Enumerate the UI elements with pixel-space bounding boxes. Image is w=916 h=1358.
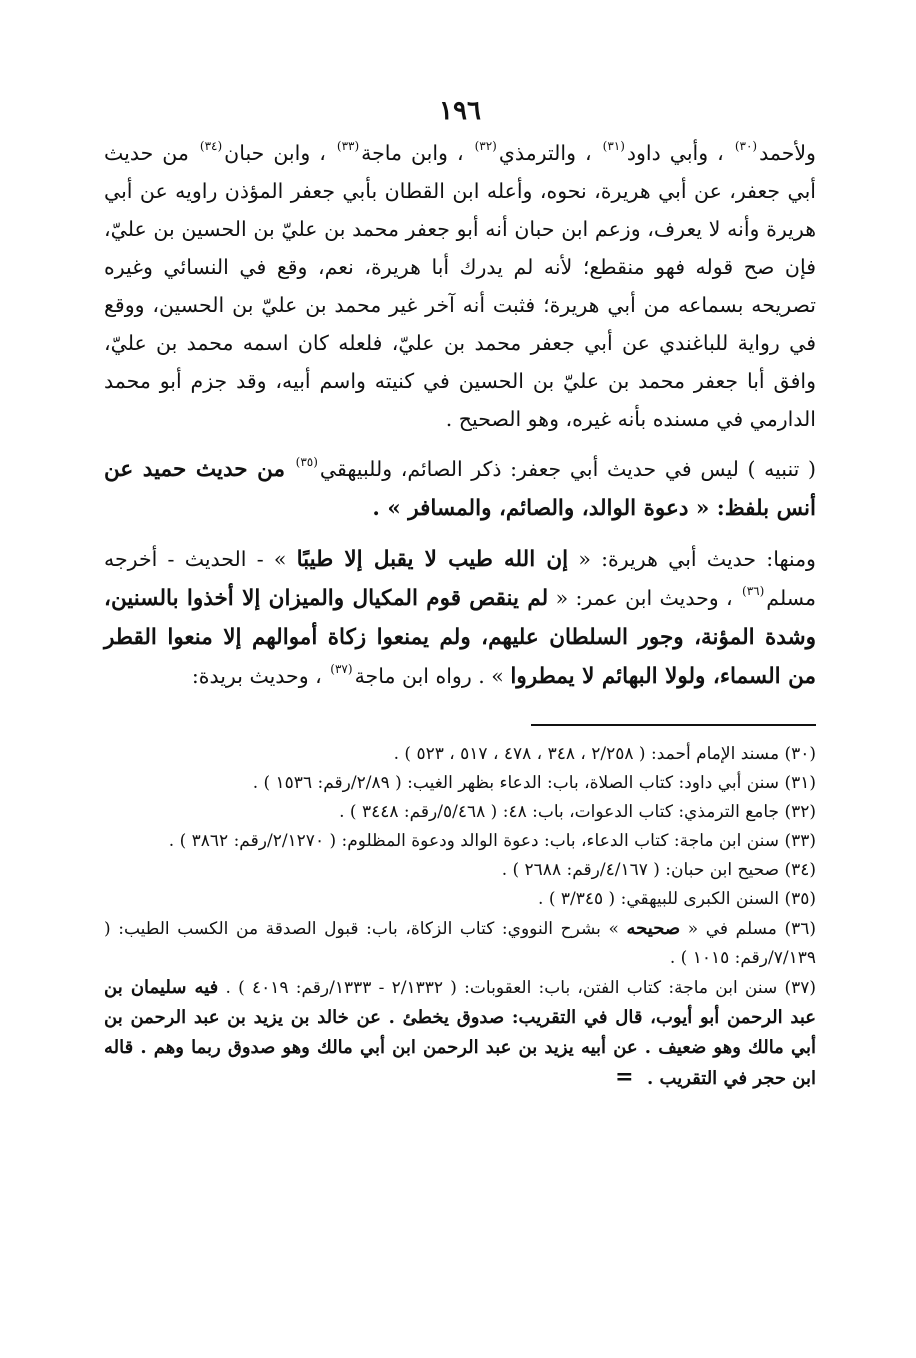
p2-text-b: من حديث حميد عن أنس بلفظ: « دعوة الوالد، والصائم، والمسافر » . xyxy=(104,457,816,521)
p1-text-e: ، وابن حبان xyxy=(224,141,326,165)
footnote-ref-35: (٣٥) xyxy=(295,455,318,469)
footnote-separator xyxy=(531,724,816,726)
footnote-ref-34: (٣٤) xyxy=(199,139,223,153)
p2-text-a: ( تنبيه ) ليس في حديث أبي جعفر: ذكر الصائم، وللبيهقي xyxy=(319,457,816,481)
footnotes xyxy=(104,740,816,1094)
footnote-36 xyxy=(104,914,816,973)
footnote-ref-36: (٣٦) xyxy=(742,584,765,598)
footnote-37-a: (٣٧) سنن ابن ماجة: كتاب الفتن، باب: العقوبات: ( ٢/١٣٣٢ - ١٣٣٣/رقم: ٤٠١٩ ) . xyxy=(225,978,817,998)
p3-text-a: ومنها: حديث أبي هريرة: « xyxy=(578,547,816,571)
footnote-31: (٣١) سنن أبي داود: كتاب الصلاة، باب: الدعاء بظهر الغيب: ( ٢/٨٩/رقم: ١٥٣٦ ) . xyxy=(252,773,816,793)
paragraph-2 xyxy=(104,450,816,528)
page-number: ١٩٦ xyxy=(439,96,481,126)
p1-text-d: ، وابن ماجة xyxy=(361,141,464,165)
paragraph-3 xyxy=(104,540,816,696)
footnote-ref-30: (٣٠) xyxy=(734,139,758,153)
p3-text-c: » - الحديث - أخرجه مسلم xyxy=(104,547,816,610)
footnote-34: (٣٤) صحيح ابن حبان: ( ٤/١٦٧/رقم: ٢٦٨٨ ) . xyxy=(501,860,816,880)
main-text xyxy=(104,134,816,696)
hadith-quote-2: لم ينقص قوم المكيال والميزان إلا أخذوا بالسنين، وشدة المؤنة، وجور السلطان عليهم، ولم يمنعوا زكاة أموالهم إلا منعوا القطر من السماء، ولولا البهائم لا يمطروا xyxy=(104,586,816,689)
footnote-35: (٣٥) السنن الكبرى للبيهقي: ( ٣/٣٤٥ ) . xyxy=(538,889,816,909)
paragraph-1 xyxy=(104,134,816,438)
footnote-33: (٣٣) سنن ابن ماجة: كتاب الدعاء، باب: دعوة الوالد ودعوة المظلوم: ( ٢/١٢٧٠/رقم: ٣٨٦٢ ) . xyxy=(168,831,816,851)
hadith-quote-1: إن الله طيب لا يقبل إلا طيبًا xyxy=(296,547,569,572)
footnote-32: (٣٢) جامع الترمذي: كتاب الدعوات، باب: ٤٨: ( ٥/٤٦٨/رقم: ٣٤٤٨ ) . xyxy=(339,802,816,822)
p3-text-g: ، وحديث بريدة: xyxy=(191,664,322,688)
footnote-36-a: (٣٦) مسلم في « xyxy=(687,919,817,939)
p3-text-f: » . رواه ابن ماجة xyxy=(354,664,504,688)
footnote-30: (٣٠) مسند الإمام أحمد: ( ٢/٢٥٨ ، ٣٤٨ ، ٤٧٨ ، ٥١٧ ، ٥٢٣ ) . xyxy=(393,744,816,764)
p1-text-c: ، والترمذي xyxy=(498,141,592,165)
footnote-36-c: » بشرح النووي: كتاب الزكاة، باب: قبول الصدقة من الكسب الطيب: ( ٧/١٣٩/رقم: ١٠١٥ ) . xyxy=(104,919,816,968)
footnote-37-b: فيه سليمان بن عبد الرحمن أبو أيوب، قال في التقريب: صدوق يخطئ . عن خالد بن يزيد بن عبد الرحمن بن أبي مالك وهو ضعيف . عن أبيه يزيد بن عبد الرحمن ابن أبي مالك وهو صدوق ربما وهم . قاله ابن حجر في التقريب . xyxy=(104,977,816,1089)
p1-text-f: من حديث أبي جعفر، عن أبي هريرة، نحوه، وأعله ابن القطان بأبي جعفر المؤذن راويه عن أبي هريرة وأنه لا يعرف، وزعم ابن حبان أنه أبو جعفر محمد بن عليّ بن الحسين بن عليّ، فإن صح قوله فهو منقطع؛ لأنه لم يدرك أبا هريرة، نعم، وقع في النسائي وغيره تصريحه بسماعه من أبي هريرة؛ فثبت أنه آخر غير محمد بن عليّ بن الحسين، ووقع في رواية للباغندي عن أبي جعفر محمد بن عليّ، فلعله كان اسمه محمد بن عليّ، وافق أبا جعفر محمد بن عليّ بن الحسين في كنيته واسم أبيه، وقد جزم أبو محمد الدارمي في مسنده بأنه غيره، وهو الصحيح . xyxy=(104,141,816,431)
continuation-mark: = xyxy=(615,1064,634,1090)
footnote-36-b: صحيحه xyxy=(626,918,681,939)
footnote-ref-32: (٣٢) xyxy=(474,139,497,153)
footnote-ref-31: (٣١) xyxy=(602,139,625,153)
footnote-ref-33: (٣٣) xyxy=(336,139,360,153)
footnote-ref-37: (٣٧) xyxy=(330,662,353,676)
p1-text-b: ، وأبي داود xyxy=(626,141,724,165)
p1-text-a: ولأحمد xyxy=(759,141,816,165)
p3-text-d: ، وحديث ابن عمر: « xyxy=(555,586,733,610)
footnote-37 xyxy=(104,973,816,1094)
